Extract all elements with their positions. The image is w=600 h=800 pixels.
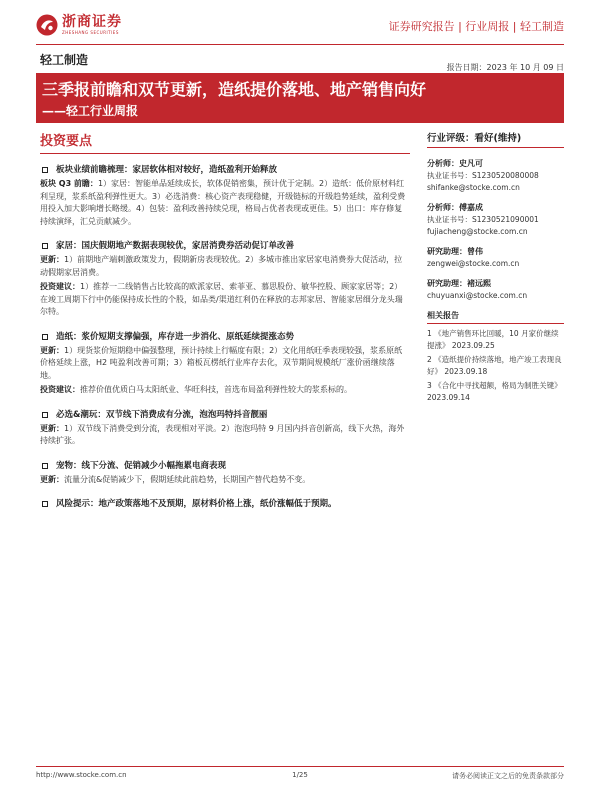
section-heading-text: 风险提示：地产政策落地不及预期，原材料价格上涨，纸价涨幅低于预期。: [56, 499, 337, 509]
section-paragraph: [40, 178, 410, 228]
section-heading-text: 宠物：线下分流、促销减少小幅拖累电商表现: [56, 460, 227, 471]
logo-subtext: ZHESHANG SECURITIES: [62, 29, 119, 35]
page-header: [36, 14, 564, 42]
analyst-card: [427, 158, 564, 194]
page-footer: [36, 771, 564, 783]
paragraph-label: 更新：: [40, 345, 64, 355]
highlight-section: [40, 331, 410, 397]
section-heading: [40, 460, 410, 472]
analyst-certificate: 执业证书号：S1230521090001: [427, 215, 539, 224]
analyst-name: 分析师：史凡可: [427, 159, 483, 168]
paragraph-text: 1）双节线下消费受到分流，表现相对平淡。2）泡泡玛特 9 月国内抖音创新高，线下火热，海外持续扩张。: [40, 423, 405, 445]
analyst-email[interactable]: fujiacheng@stocke.com.cn: [427, 227, 528, 236]
section-heading: [40, 331, 410, 343]
square-bullet-icon: [42, 501, 48, 507]
section-paragraph: [40, 474, 410, 487]
section-heading: [40, 409, 410, 421]
analyst-card: [427, 278, 564, 302]
related-reports-heading: 相关报告: [427, 310, 564, 324]
paragraph-text: 1）推荐一二线销售占比较高的欧派家居、索菲亚、慕思股份、敏华控股、顾家家居等；2）在竣工周期下行中仍能保持成长性的个股，如品类/渠道红利仍在释放的志邦家居、智能家居细分龙头瑞尔特。: [40, 282, 403, 316]
highlight-section: [40, 409, 410, 448]
footer-divider: [36, 766, 564, 767]
paragraph-text: 流量分流&促销减少下，假期延续此前趋势，长期国产替代趋势不变。: [64, 474, 311, 484]
section-heading: [40, 498, 410, 510]
section-paragraph: [40, 384, 410, 397]
section-heading-text: 家居：国庆假期地产数据表现较优，家居消费券活动促订单改善: [56, 241, 295, 251]
section-paragraph: [40, 281, 410, 319]
section-paragraph: [40, 254, 410, 279]
report-subtitle: ——轻工行业周报: [42, 104, 139, 118]
square-bullet-icon: [42, 243, 48, 249]
analyst-name: 研究助理：曾伟: [427, 247, 483, 256]
related-report-item[interactable]: 3 《合化中寻找超额，格局为制胜关键》 2023.09.14: [427, 381, 562, 402]
investment-highlights: [40, 130, 410, 522]
paragraph-label: 板块 Q3 前瞻：: [40, 179, 98, 188]
section-heading-text: 必选&潮玩：双节线下消费成有分流，泡泡玛特抖音靓丽: [56, 409, 268, 420]
paragraph-label: 更新：: [40, 255, 64, 264]
square-bullet-icon: [42, 167, 48, 173]
report-title: 三季报前瞻和双节更新，造纸提价落地、地产销售向好: [42, 80, 427, 99]
industry-label: 轻工制造: [40, 53, 89, 67]
analyst-name: 研究助理：褚远熙: [427, 279, 491, 288]
analyst-email[interactable]: zengwei@stocke.com.cn: [427, 259, 520, 268]
section-heading-text: 造纸：浆价短期支撑偏强，库存进一步消化、原纸延续提涨态势: [56, 331, 295, 342]
square-bullet-icon: [42, 463, 48, 469]
analyst-email[interactable]: chuyuanxi@stocke.com.cn: [427, 291, 528, 300]
sidebar: [427, 130, 564, 406]
analyst-certificate: 执业证书号：S1230520080008: [427, 171, 539, 180]
paragraph-text: 1）现货浆价短期稳中偏强整理，预计持续上行幅度有限；2）文化用纸旺季表现较强，浆系原纸价格延续上涨，H2 吨盈利改善可期；3）箱板瓦楞纸行业库存去化，双节期间规模纸厂涨价函继续落地。: [40, 345, 403, 380]
website-link[interactable]: http://www.stocke.com.cn: [36, 771, 127, 779]
paragraph-label: 更新：: [40, 474, 64, 484]
analyst-email[interactable]: shifanke@stocke.com.cn: [427, 183, 520, 192]
report-category: 证券研究报告 | 行业周报 | 轻工制造: [388, 20, 564, 33]
paragraph-text: 推荐价值优质白马太阳纸业、华旺科技，首选布局盈利弹性较大的浆系标的。: [80, 385, 352, 394]
highlight-section: [40, 240, 410, 319]
section-heading-text: 板块业绩前瞻梳理：家居软体相对较好，造纸盈利开始释放: [56, 165, 278, 175]
highlight-section: [40, 460, 410, 487]
analyst-name: 分析师：傅嘉成: [427, 203, 483, 212]
page-number: 1/25: [292, 771, 308, 779]
section-paragraph: [40, 345, 410, 383]
highlight-section: [40, 164, 410, 228]
analyst-card: [427, 246, 564, 270]
section-paragraph: [40, 423, 410, 448]
highlight-section: [40, 498, 410, 510]
paragraph-text: 1）前期地产端刺激政策发力，假期新房表现较优。2）多城市推出家居家电消费券大促活动，拉动假期家居消费。: [40, 255, 403, 277]
related-report-item[interactable]: 1 《地产销售环比回暖，10 月家价继续提涨》 2023.09.25: [427, 329, 559, 350]
paragraph-label: 更新：: [40, 423, 64, 433]
paragraph-label: 投资建议：: [40, 282, 80, 291]
related-report-item[interactable]: 2 《造纸提价持续落地，地产竣工表现良好》 2023.09.18: [427, 355, 562, 376]
paragraph-text: 1）家居：智能单品延续成长，软体促销密集，预计优于定制。2）造纸：低价原材料红利呈现，浆系纸盈利弹性更大。3）必选消费：核心资产表现稳健，开级链标的开级趋势延续，盈利受费用投入加大影响增长略缓。4）包装：盈利改善持续兑现，格局占优者表现或更佳。5）出口：库存修复持续演绎，汇兑贡献减少。: [40, 179, 406, 226]
industry-rating: 行业评级：看好(维持): [427, 130, 564, 148]
logo-icon: [36, 14, 58, 36]
company-logo: [36, 14, 122, 36]
square-bullet-icon: [42, 334, 48, 340]
section-heading: [40, 164, 410, 176]
square-bullet-icon: [42, 412, 48, 418]
logo-text: 浙商证券: [62, 13, 122, 30]
report-date: 报告日期：2023 年 10 月 09 日: [446, 63, 564, 72]
paragraph-label: 投资建议：: [40, 385, 80, 394]
section-heading: [40, 240, 410, 252]
highlights-heading: 投资要点: [40, 130, 410, 154]
title-banner: [36, 73, 564, 123]
analyst-card: [427, 202, 564, 238]
header-divider: [36, 44, 564, 45]
disclaimer-note: 请务必阅读正文之后的免责条款部分: [452, 772, 564, 780]
